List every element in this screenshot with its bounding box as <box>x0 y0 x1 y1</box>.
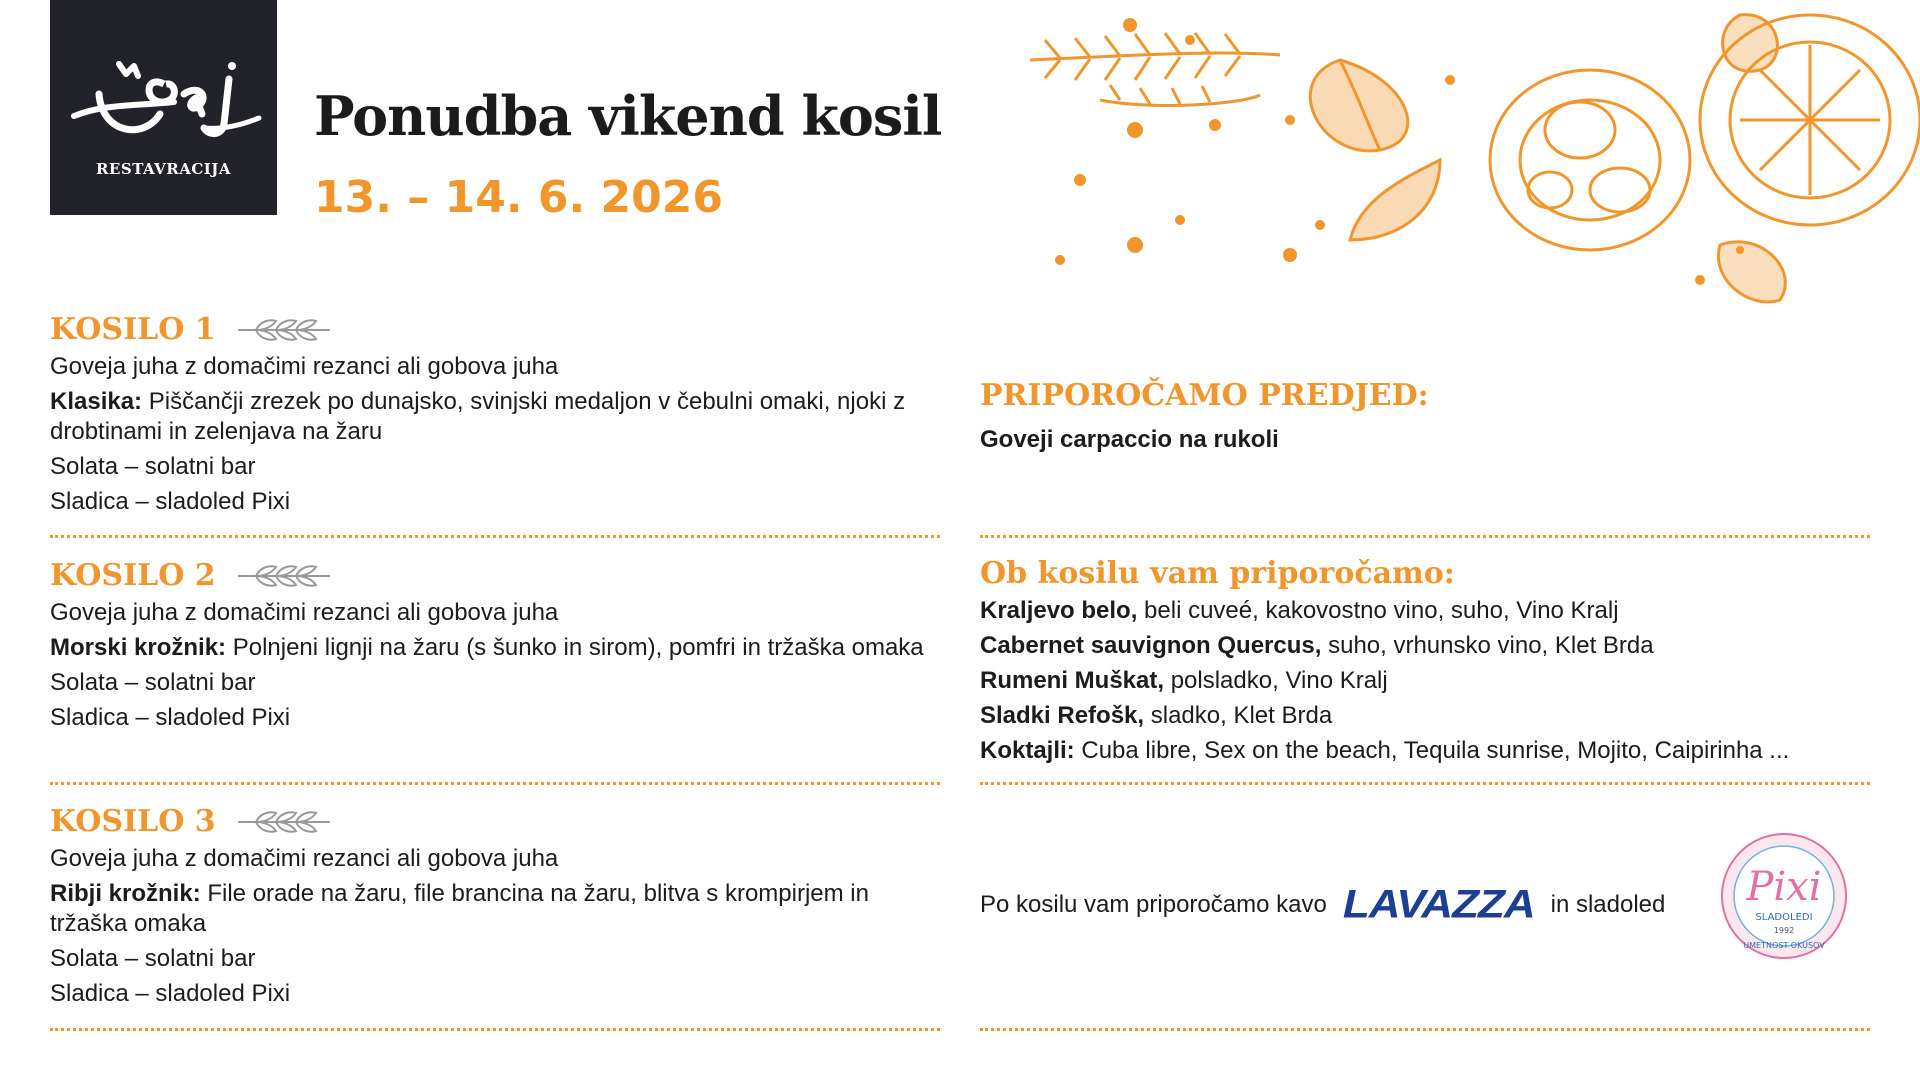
menu-line: Solata – solatni bar <box>50 945 256 972</box>
restaurant-logo <box>50 0 277 215</box>
divider <box>50 782 940 785</box>
divider <box>50 1028 940 1031</box>
menu-title-text: KOSILO 1 <box>50 312 216 347</box>
menu-1 <box>50 312 940 517</box>
menu-line: Goveja juha z domačimi rezanci ali gobova juha <box>50 845 559 872</box>
wheat-icon <box>236 563 332 589</box>
drink-item: Cabernet sauvignon Quercus, suho, vrhunsko vino, Klet Brda <box>980 632 1654 659</box>
food-illustration-icon <box>1020 0 1920 320</box>
starter-dish: Goveji carpaccio na rukoli <box>980 426 1279 453</box>
page-title: Ponudba vikend kosil <box>314 84 942 148</box>
menu-line: Solata – solatni bar <box>50 453 256 480</box>
logo-text: RESTAVRACIJA <box>95 160 232 178</box>
pixi-badge-icon <box>1718 830 1850 962</box>
wheat-icon <box>236 809 332 835</box>
pixi-logo <box>1718 830 1850 967</box>
divider <box>50 535 940 538</box>
menu-line: Goveja juha z domačimi rezanci ali gobova juha <box>50 353 559 380</box>
menu-line: Ribji krožnik: File orade na žaru, file brancina na žaru, blitva s krompirjem in tržaška omaka <box>50 880 869 937</box>
drinks-section <box>980 556 1870 766</box>
starter-section <box>980 378 1870 455</box>
menu-line: Goveja juha z domačimi rezanci ali gobova juha <box>50 599 559 626</box>
divider <box>980 1028 1870 1031</box>
divider <box>980 782 1870 785</box>
menu-title <box>50 804 940 839</box>
starter-title: PRIPOROČAMO PREDJED: <box>980 378 1429 413</box>
pixi-motto: UMETNOST OKUSOV <box>1743 941 1825 950</box>
divider <box>980 535 1870 538</box>
lavazza-logo: LAVAZZA <box>1342 882 1535 927</box>
icecream-text: in sladoled <box>1550 891 1666 918</box>
drink-item: Kraljevo belo, beli cuveé, kakovostno vino, suho, Vino Kralj <box>980 597 1619 624</box>
menu-line: Morski krožnik: Polnjeni lignji na žaru (s šunko in sirom), pomfri in tržaška omaka <box>50 634 924 661</box>
menu-3 <box>50 804 940 1009</box>
gaj-logo-icon <box>64 44 264 144</box>
menu-title-text: KOSILO 2 <box>50 558 216 593</box>
coffee-text: Po kosilu vam priporočamo kavo <box>980 891 1327 918</box>
menu-line: Sladica – sladoled Pixi <box>50 980 291 1007</box>
drink-item: Koktajli: Cuba libre, Sex on the beach, Tequila sunrise, Mojito, Caipirinha ... <box>980 737 1790 764</box>
menu-title-text: KOSILO 3 <box>50 804 216 839</box>
menu-line: Solata – solatni bar <box>50 669 256 696</box>
menu-line: Klasika: Piščančji zrezek po dunajsko, svinjski medaljon v čebulni omaki, njoki z drobtinami in zelenjava na žaru <box>50 388 906 445</box>
pixi-name: Pixi <box>1746 864 1822 910</box>
pixi-year: 1992 <box>1773 926 1795 935</box>
after-lunch-recommendation <box>980 880 1665 930</box>
pixi-sub: SLADOLEDI <box>1755 912 1813 923</box>
menu-line: Sladica – sladoled Pixi <box>50 704 291 731</box>
date-range: 13. – 14. 6. 2026 <box>314 172 723 223</box>
menu-line: Sladica – sladoled Pixi <box>50 488 291 515</box>
drink-item: Rumeni Muškat, polsladko, Vino Kralj <box>980 667 1388 694</box>
menu-title <box>50 312 940 347</box>
drink-item: Sladki Refošk, sladko, Klet Brda <box>980 702 1333 729</box>
drinks-title: Ob kosilu vam priporočamo: <box>980 556 1455 591</box>
wheat-icon <box>236 317 332 343</box>
menu-title <box>50 558 940 593</box>
menu-2 <box>50 558 940 733</box>
